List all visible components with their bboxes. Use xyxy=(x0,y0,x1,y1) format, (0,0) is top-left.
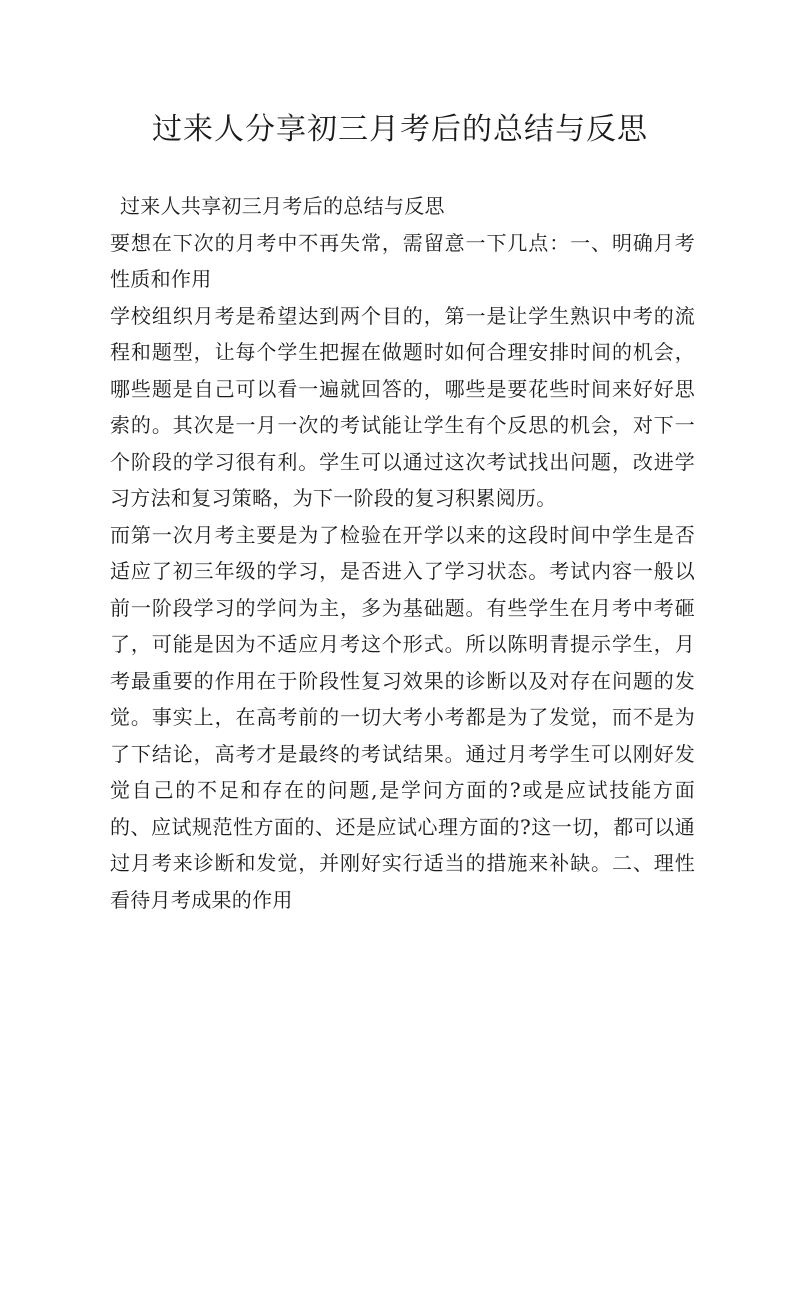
paragraph-intro: 要想在下次的月考中不再失常，需留意一下几点：一、明确月考性质和作用 xyxy=(110,230,695,291)
document-body xyxy=(110,188,695,918)
paragraph-first-exam: 而第一次月考主要是为了检验在开学以来的这段时间中学生是否适应了初三年级的学习，是否进入了学习状态。考试内容一般以前一阶段学习的学问为主，多为基础题。有些学生在月考中考砸了，可能是因为不适应月考这个形式。所以陈明青提示学生，月考最重要的作用在于阶段性复习效果的诊断以及对存在问题的发觉。事实上，在高考前的一切大考小考都是为了发觉，而不是为了下结论，高考才是最终的考试结果。通过月考学生可以刚好发觉自己的不足和存在的问题,是学问方面的?或是应试技能方面的、应试规范性方面的、还是应试心理方面的?这一切，都可以通过月考来诊断和发觉，并刚好实行适当的措施来补缺。二、理性看待月考成果的作用 xyxy=(110,522,695,912)
paragraph-purpose: 学校组织月考是希望达到两个目的，第一是让学生熟识中考的流程和题型，让每个学生把握在做题时如何合理安排时间的机会，哪些题是自己可以看一遍就回答的，哪些是要花些时间来好好思索的。其次是一月一次的考试能让学生有个反思的机会，对下一个阶段的学习很有利。学生可以通过这次考试找出问题，改进学习方法和复习策略，为下一阶段的复习积累阅历。 xyxy=(110,303,695,510)
document-title: 过来人分享初三月考后的总结与反思 xyxy=(152,112,648,147)
paragraph-subtitle: 过来人共享初三月考后的总结与反思 xyxy=(120,194,445,218)
